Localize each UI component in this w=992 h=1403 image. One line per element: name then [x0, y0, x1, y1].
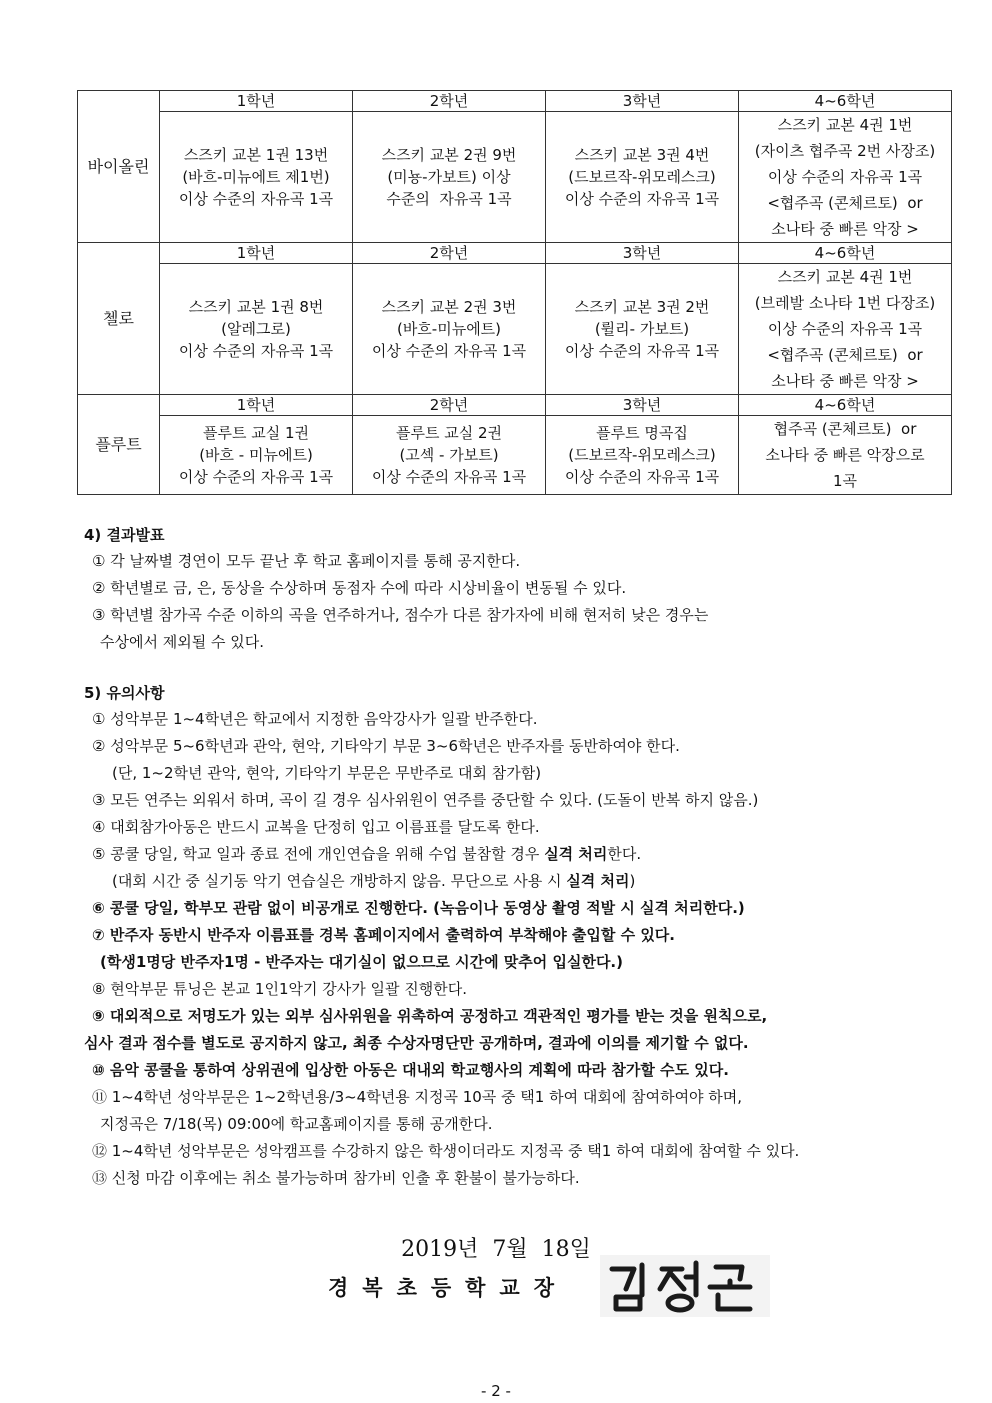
list-item: ⑤ 콩쿨 당일, 학교 일과 종료 전에 개인연습을 위해 수업 불참할 경우 실격 처리한다. [92, 845, 642, 863]
requirement-cell: 플루트 명곡집 (드보르작-위모레스크) 이상 수준의 자유곡 1곡 [546, 416, 739, 495]
requirement-cell: 협주곡 (콘체르토) or 소나타 중 빠른 악장으로 1곡 [739, 416, 952, 495]
list-item: ② 성악부문 5~6학년과 관악, 현악, 기타악기 부문 3~6학년은 반주자를 동반하여야 한다. [92, 737, 680, 755]
list-item: (단, 1~2학년 관악, 현악, 기타악기 부문은 무반주로 대회 참가함) [112, 764, 542, 782]
instrument-flute: 플루트 [78, 395, 160, 495]
grade-header: 1학년 [160, 395, 353, 416]
requirement-cell: 플루트 교실 2권 (고섹 - 가보트) 이상 수준의 자유곡 1곡 [353, 416, 546, 495]
requirement-cell: 스즈키 교본 4권 1번 (브레발 소나타 1번 다장조) 이상 수준의 자유곡 1곡 <협주곡 (콘체르토) or 소나타 중 빠른 악장 > [739, 264, 952, 395]
handwritten-signature-icon [600, 1255, 770, 1317]
list-item: ③ 모든 연주는 외워서 하며, 곡이 길 경우 심사위원이 연주를 중단할 수 있다. (도돌이 반복 하지 않음.) [92, 791, 759, 809]
list-item: ⑬ 신청 마감 이후에는 취소 불가능하며 참가비 인출 후 환불이 불가능하다. [92, 1169, 580, 1187]
issue-date: 2019년 7월 18일 [401, 1237, 591, 1262]
grade-header: 4~6학년 [739, 91, 952, 112]
signature-image [600, 1255, 770, 1321]
list-item: ⑦ 반주자 동반시 반주자 이름표를 경복 홈페이지에서 출력하여 부착해야 출입할 수 있다. [92, 926, 675, 944]
grade-header: 4~6학년 [739, 395, 952, 416]
list-item: ⑨ 대외적으로 저명도가 있는 외부 심사위원을 위촉하여 공정하고 객관적인 평가를 받는 것을 원칙으로, [92, 1007, 768, 1025]
list-item: 심사 결과 점수를 별도로 공지하지 않고, 최종 수상자명단만 공개하며, 결과에 이의를 제기할 수 없다. [84, 1034, 749, 1052]
page-number: - 2 - [481, 1382, 511, 1400]
grade-header: 3학년 [546, 243, 739, 264]
grade-header: 2학년 [353, 395, 546, 416]
requirement-cell: 스즈키 교본 3권 4번 (드보르작-위모레스크) 이상 수준의 자유곡 1곡 [546, 112, 739, 243]
requirement-cell: 스즈키 교본 2권 9번 (미뇽-가보트) 이상 수준의 자유곡 1곡 [353, 112, 546, 243]
requirement-cell: 플루트 교실 1권 (바흐 - 미뉴에트) 이상 수준의 자유곡 1곡 [160, 416, 353, 495]
grade-header: 1학년 [160, 91, 353, 112]
requirement-cell: 스즈키 교본 1권 8번 (알레그로) 이상 수준의 자유곡 1곡 [160, 264, 353, 395]
list-item: ④ 대회참가아동은 반드시 교복을 단정히 입고 이름표를 달도록 한다. [92, 818, 540, 836]
grade-header: 3학년 [546, 91, 739, 112]
grade-header: 3학년 [546, 395, 739, 416]
requirement-cell: 스즈키 교본 2권 3번 (바흐-미뉴에트) 이상 수준의 자유곡 1곡 [353, 264, 546, 395]
grade-header: 2학년 [353, 91, 546, 112]
requirement-cell: 스즈키 교본 4권 1번 (자이츠 협주곡 2번 사장조) 이상 수준의 자유곡 1곡 <협주곡 (콘체르토) or 소나타 중 빠른 악장 > [739, 112, 952, 243]
emphasis: 실격 처리 [566, 872, 630, 890]
section-title: 5) 유의사항 [84, 684, 165, 702]
list-item: 지정곡은 7/18(목) 09:00에 학교홈페이지를 통해 공개한다. [100, 1115, 493, 1133]
list-item: ① 성악부문 1~4학년은 학교에서 지정한 음악강사가 일괄 반주한다. [92, 710, 538, 728]
list-item: (대회 시간 중 실기동 악기 연습실은 개방하지 않음. 무단으로 사용 시 실격 처리) [112, 872, 636, 890]
list-item: ⑩ 음악 콩쿨을 통하여 상위권에 입상한 아동은 대내외 학교행사의 계획에 따라 참가할 수도 있다. [92, 1061, 729, 1079]
list-item: 수상에서 제외될 수 있다. [100, 633, 264, 651]
instrument-cello: 첼로 [78, 243, 160, 395]
grade-header: 1학년 [160, 243, 353, 264]
level-table [77, 90, 952, 495]
list-item: ⑫ 1~4학년 성악부문은 성악캠프를 수강하지 않은 학생이더라도 지정곡 중 택1 하여 대회에 참여할 수 있다. [92, 1142, 800, 1160]
list-item: ① 각 날짜별 경연이 모두 끝난 후 학교 홈페이지를 통해 공지한다. [92, 552, 521, 570]
section-notes [84, 680, 964, 1192]
list-item: (학생1명당 반주자1명 - 반주자는 대기실이 없으므로 시간에 맞추어 입실한다.) [100, 953, 623, 971]
grade-header: 2학년 [353, 243, 546, 264]
requirement-cell: 스즈키 교본 3권 2번 (륄리- 가보트) 이상 수준의 자유곡 1곡 [546, 264, 739, 395]
emphasis: 실격 처리 [544, 845, 608, 863]
principal-title: 경복초등학교장 [328, 1275, 569, 1300]
requirement-cell: 스즈키 교본 1권 13번 (바흐-미뉴에트 제1번) 이상 수준의 자유곡 1곡 [160, 112, 353, 243]
grade-header: 4~6학년 [739, 243, 952, 264]
list-item: ③ 학년별 참가곡 수준 이하의 곡을 연주하거나, 점수가 다른 참가자에 비해 현저히 낮은 경우는 [92, 606, 709, 624]
list-item: ⑧ 현악부문 튜닝은 본교 1인1악기 강사가 일괄 진행한다. [92, 980, 467, 998]
list-item: ⑪ 1~4학년 성악부문은 1~2학년용/3~4학년용 지정곡 10곡 중 택1 하여 대회에 참여하여야 하며, [92, 1088, 743, 1106]
list-item: ⑥ 콩쿨 당일, 학부모 관람 없이 비공개로 진행한다. (녹음이나 동영상 촬영 적발 시 실격 처리한다.) [92, 899, 745, 917]
section-title: 4) 결과발표 [84, 526, 165, 544]
instrument-violin: 바이올린 [78, 91, 160, 243]
section-results [84, 522, 964, 656]
list-item: ② 학년별로 금, 은, 동상을 수상하며 동점자 수에 따라 시상비율이 변동될 수 있다. [92, 579, 627, 597]
